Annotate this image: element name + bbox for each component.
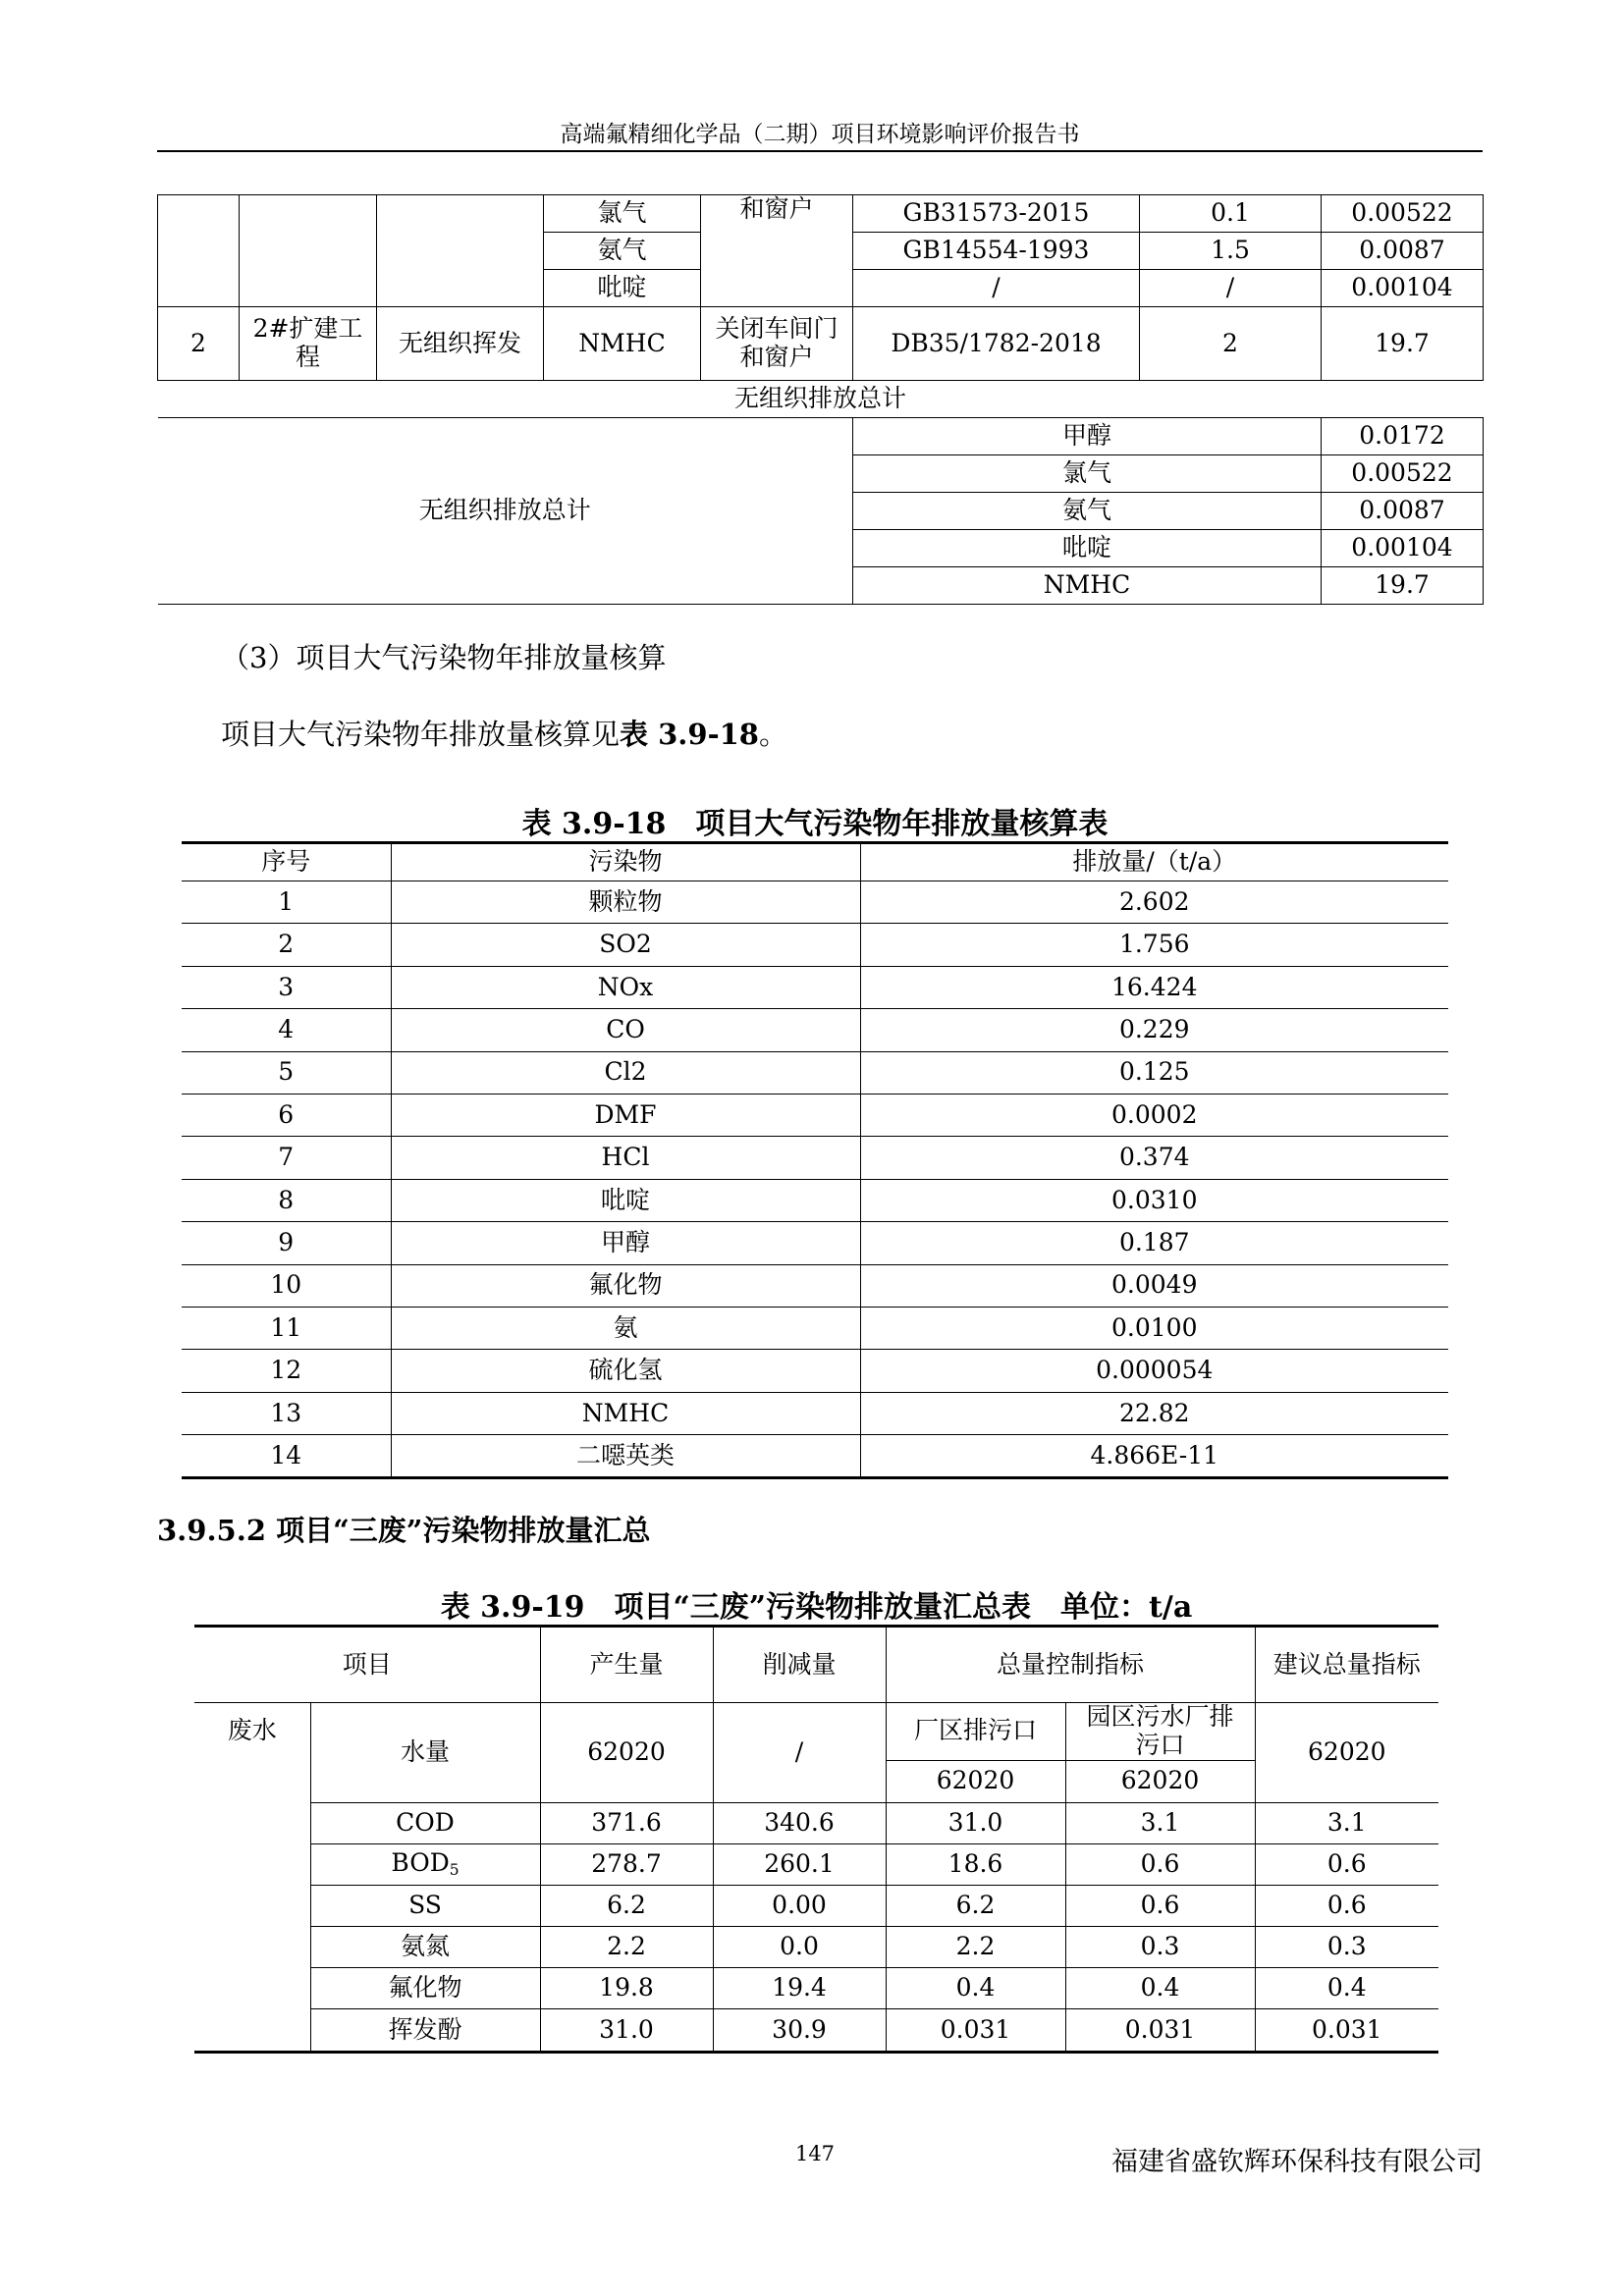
table-cell — [158, 195, 240, 307]
value-cell: 0.6 — [1255, 1885, 1438, 1926]
pollutant-cell: 吡啶 — [544, 270, 701, 307]
value-cell: 0.6 — [1065, 1885, 1255, 1926]
table-cell: 氟化物 — [391, 1264, 860, 1307]
table-row — [182, 881, 1448, 924]
column-header: 序号 — [182, 843, 391, 881]
table-cell: 16.424 — [860, 966, 1448, 1008]
table-cell: 0.0049 — [860, 1264, 1448, 1307]
table-row — [182, 1222, 1448, 1264]
value-cell: 19.8 — [540, 1968, 713, 2009]
table-row — [182, 1264, 1448, 1307]
column-header: 产生量 — [540, 1627, 713, 1703]
table-cell — [240, 195, 377, 307]
fugitive-emission-table — [157, 194, 1484, 605]
source-line: 2#扩建工 — [252, 314, 363, 344]
value-cell: 2.2 — [886, 1927, 1065, 1968]
total-amount-cell: 0.0172 — [1322, 418, 1484, 455]
table-cell — [377, 195, 544, 307]
table-header-row — [182, 843, 1448, 881]
value-cell: 19.4 — [713, 1968, 886, 2009]
value-cell: 340.6 — [713, 1802, 886, 1843]
value-cell: / — [713, 1703, 886, 1803]
table-cell: 吡啶 — [391, 1179, 860, 1221]
total-amount-cell: 0.00522 — [1322, 455, 1484, 493]
total-pollutant-cell: 氯气 — [853, 455, 1322, 493]
total-pollutant-cell: 吡啶 — [853, 530, 1322, 567]
value-cell: 3.1 — [1255, 1802, 1438, 1843]
table-row — [158, 381, 1484, 418]
category-cell: 废水 — [194, 1703, 310, 2053]
table-cell: NMHC — [391, 1392, 860, 1434]
table-cell: 0.125 — [860, 1051, 1448, 1094]
type-cell: 无组织挥发 — [377, 307, 544, 381]
table-cell: 12 — [182, 1350, 391, 1392]
total-amount-cell: 19.7 — [1322, 567, 1484, 605]
column-header: 项目 — [194, 1627, 540, 1703]
table-cell: 0.187 — [860, 1222, 1448, 1264]
annual-emission-table — [182, 841, 1448, 1479]
table-cell: HCl — [391, 1137, 860, 1179]
table-cell: 10 — [182, 1264, 391, 1307]
table-row — [194, 2009, 1438, 2052]
table-cell: 0.229 — [860, 1009, 1448, 1051]
table-cell: 甲醇 — [391, 1222, 860, 1264]
value-cell: 6.2 — [886, 1885, 1065, 1926]
total-amount-cell: 0.0087 — [1322, 493, 1484, 530]
sub-header-line: 园区污水厂排 — [1086, 1702, 1234, 1731]
table-row — [182, 1051, 1448, 1094]
standard-cell: GB31573-2015 — [853, 195, 1140, 233]
source-line: 程 — [295, 343, 320, 371]
table-cell: CO — [391, 1009, 860, 1051]
table-row — [158, 418, 1484, 455]
pollutant-cell: NMHC — [544, 307, 701, 381]
measure-line: 关闭车间门 — [715, 314, 839, 344]
table-cell: 4 — [182, 1009, 391, 1051]
running-header: 高端氟精细化学品（二期）项目环境影响评价报告书 — [560, 122, 1080, 147]
table-reference: 表 3.9-18 — [620, 718, 759, 751]
row-label-cell — [310, 1885, 540, 1926]
table-cell: Cl2 — [391, 1051, 860, 1094]
value-cell: 0.3 — [1255, 1927, 1438, 1968]
total-pollutant-cell: 甲醇 — [853, 418, 1322, 455]
table-row — [182, 1392, 1448, 1434]
section-heading: 3.9.5.2 项目“三废”污染物排放量汇总 — [157, 1514, 651, 1547]
table-cell: 13 — [182, 1392, 391, 1434]
table-cell: 7 — [182, 1137, 391, 1179]
total-pollutant-cell: NMHC — [853, 567, 1322, 605]
amount-cell: 0.00522 — [1322, 195, 1484, 233]
standard-cell: DB35/1782-2018 — [853, 307, 1140, 381]
value-cell: 31.0 — [886, 1802, 1065, 1843]
value-cell: 371.6 — [540, 1802, 713, 1843]
table-row — [182, 1009, 1448, 1051]
pollutant-cell: 氯气 — [544, 195, 701, 233]
pollutant-cell: 氨气 — [544, 233, 701, 270]
table-cell: 5 — [182, 1051, 391, 1094]
table-cell: 二噁英类 — [391, 1435, 860, 1478]
source-cell — [240, 307, 377, 381]
limit-cell: / — [1140, 270, 1322, 307]
value-cell: 30.9 — [713, 2009, 886, 2052]
value-cell: 3.1 — [1065, 1802, 1255, 1843]
sub-header-cell — [1065, 1703, 1255, 1761]
table-cell: 1.756 — [860, 924, 1448, 966]
table-row — [194, 1703, 1438, 1761]
row-label-cell — [310, 1802, 540, 1843]
total-banner-cell: 无组织排放总计 — [158, 381, 1484, 418]
pollutant-name: COD — [396, 1807, 455, 1837]
pollutant-name: 氟化物 — [388, 1973, 462, 2002]
table-cell: 14 — [182, 1435, 391, 1478]
column-header: 削减量 — [713, 1627, 886, 1703]
table-cell: 3 — [182, 966, 391, 1008]
body-paragraph — [221, 713, 787, 753]
table-row — [194, 1927, 1438, 1968]
table-row — [182, 966, 1448, 1008]
section-heading: （3）项目大气污染物年排放量核算 — [221, 641, 667, 674]
value-cell: 2.2 — [540, 1927, 713, 1968]
pollutant-subscript: 5 — [449, 1860, 460, 1879]
row-label-cell — [310, 1968, 540, 2009]
pollutant-name: SS — [408, 1891, 442, 1920]
limit-cell: 2 — [1140, 307, 1322, 381]
value-cell: 62020 — [1065, 1760, 1255, 1802]
table-row — [182, 1179, 1448, 1221]
table-row — [182, 1094, 1448, 1136]
table-cell: 1 — [182, 881, 391, 924]
standard-cell: GB14554-1993 — [853, 233, 1140, 270]
table-cell: 6 — [182, 1094, 391, 1136]
value-cell: 0.6 — [1065, 1843, 1255, 1885]
total-amount-cell: 0.00104 — [1322, 530, 1484, 567]
pollutant-name: 氨氮 — [401, 1932, 451, 1961]
value-cell: 6.2 — [540, 1885, 713, 1926]
value-cell: 0.4 — [1065, 1968, 1255, 2009]
column-header: 污染物 — [391, 843, 860, 881]
amount-cell: 19.7 — [1322, 307, 1484, 381]
sub-header-cell: 厂区排污口 — [886, 1703, 1065, 1761]
row-label-cell: 水量 — [310, 1703, 540, 1803]
table-cell: 0.0310 — [860, 1179, 1448, 1221]
value-cell: 260.1 — [713, 1843, 886, 1885]
measure-line: 和窗户 — [739, 343, 814, 371]
paragraph-text: 项目大气污染物年排放量核算见 — [221, 718, 621, 751]
table-row — [158, 307, 1484, 381]
waste-summary-table — [194, 1625, 1438, 2054]
value-cell: 0.3 — [1065, 1927, 1255, 1968]
standard-cell: / — [853, 270, 1140, 307]
value-cell: 0.00 — [713, 1885, 886, 1926]
value-cell: 0.0 — [713, 1927, 886, 1968]
table-row — [182, 924, 1448, 966]
table-cell: 8 — [182, 1179, 391, 1221]
value-cell: 0.4 — [1255, 1968, 1438, 2009]
total-pollutant-cell: 氨气 — [853, 493, 1322, 530]
table-row — [182, 1350, 1448, 1392]
table-row — [182, 1307, 1448, 1349]
table-caption: 表 3.9-18 项目大气污染物年排放量核算表 — [521, 807, 1109, 841]
table-cell: 0.0002 — [860, 1094, 1448, 1136]
table-row — [194, 1802, 1438, 1843]
table-row — [194, 1968, 1438, 2009]
value-cell: 31.0 — [540, 2009, 713, 2052]
table-row — [158, 195, 1484, 233]
table-cell: 硫化氢 — [391, 1350, 860, 1392]
table-row — [182, 1435, 1448, 1478]
amount-cell: 0.0087 — [1322, 233, 1484, 270]
table-caption: 表 3.9-19 项目“三废”污染物排放量汇总表 单位：t/a — [440, 1590, 1193, 1625]
table-row — [194, 1843, 1438, 1885]
total-label-cell: 无组织排放总计 — [158, 418, 853, 605]
measure-cell: 和窗户 — [701, 195, 853, 307]
limit-cell: 1.5 — [1140, 233, 1322, 270]
value-cell: 0.4 — [886, 1968, 1065, 2009]
column-header: 建议总量指标 — [1255, 1627, 1438, 1703]
table-header-row — [194, 1627, 1438, 1703]
limit-cell: 0.1 — [1140, 195, 1322, 233]
header-rule — [157, 150, 1483, 152]
table-cell: 2.602 — [860, 881, 1448, 924]
table-cell: 2 — [182, 924, 391, 966]
value-cell: 62020 — [1255, 1703, 1438, 1803]
table-cell: 11 — [182, 1307, 391, 1349]
paragraph-end: 。 — [758, 718, 787, 751]
table-cell: 22.82 — [860, 1392, 1448, 1434]
table-cell: 0.374 — [860, 1137, 1448, 1179]
pollutant-name: BOD — [391, 1847, 450, 1877]
value-cell: 0.031 — [886, 2009, 1065, 2052]
table-cell: SO2 — [391, 924, 860, 966]
column-header: 总量控制指标 — [886, 1627, 1255, 1703]
row-label-cell — [310, 1843, 540, 1885]
table-cell: 4.866E-11 — [860, 1435, 1448, 1478]
page-number: 147 — [794, 2142, 836, 2165]
amount-cell: 0.00104 — [1322, 270, 1484, 307]
row-number-cell: 2 — [158, 307, 240, 381]
value-cell: 18.6 — [886, 1843, 1065, 1885]
sub-header-line: 污口 — [1135, 1730, 1185, 1759]
value-cell: 62020 — [540, 1703, 713, 1803]
measure-cell — [701, 307, 853, 381]
table-row — [194, 1885, 1438, 1926]
table-cell: DMF — [391, 1094, 860, 1136]
table-cell: 0.0100 — [860, 1307, 1448, 1349]
pollutant-name: 挥发酚 — [388, 2014, 462, 2044]
table-cell: 氨 — [391, 1307, 860, 1349]
column-header: 排放量/（t/a） — [860, 843, 1448, 881]
table-cell: NOx — [391, 966, 860, 1008]
table-row — [182, 1137, 1448, 1179]
value-cell: 0.031 — [1065, 2009, 1255, 2052]
table-cell: 0.000054 — [860, 1350, 1448, 1392]
row-label-cell — [310, 2009, 540, 2052]
value-cell: 62020 — [886, 1760, 1065, 1802]
table-cell: 9 — [182, 1222, 391, 1264]
value-cell: 0.6 — [1255, 1843, 1438, 1885]
table-cell: 颗粒物 — [391, 881, 860, 924]
value-cell: 0.031 — [1255, 2009, 1438, 2052]
company-name: 福建省盛钦辉环保科技有限公司 — [1111, 2147, 1483, 2177]
value-cell: 278.7 — [540, 1843, 713, 1885]
row-label-cell — [310, 1927, 540, 1968]
